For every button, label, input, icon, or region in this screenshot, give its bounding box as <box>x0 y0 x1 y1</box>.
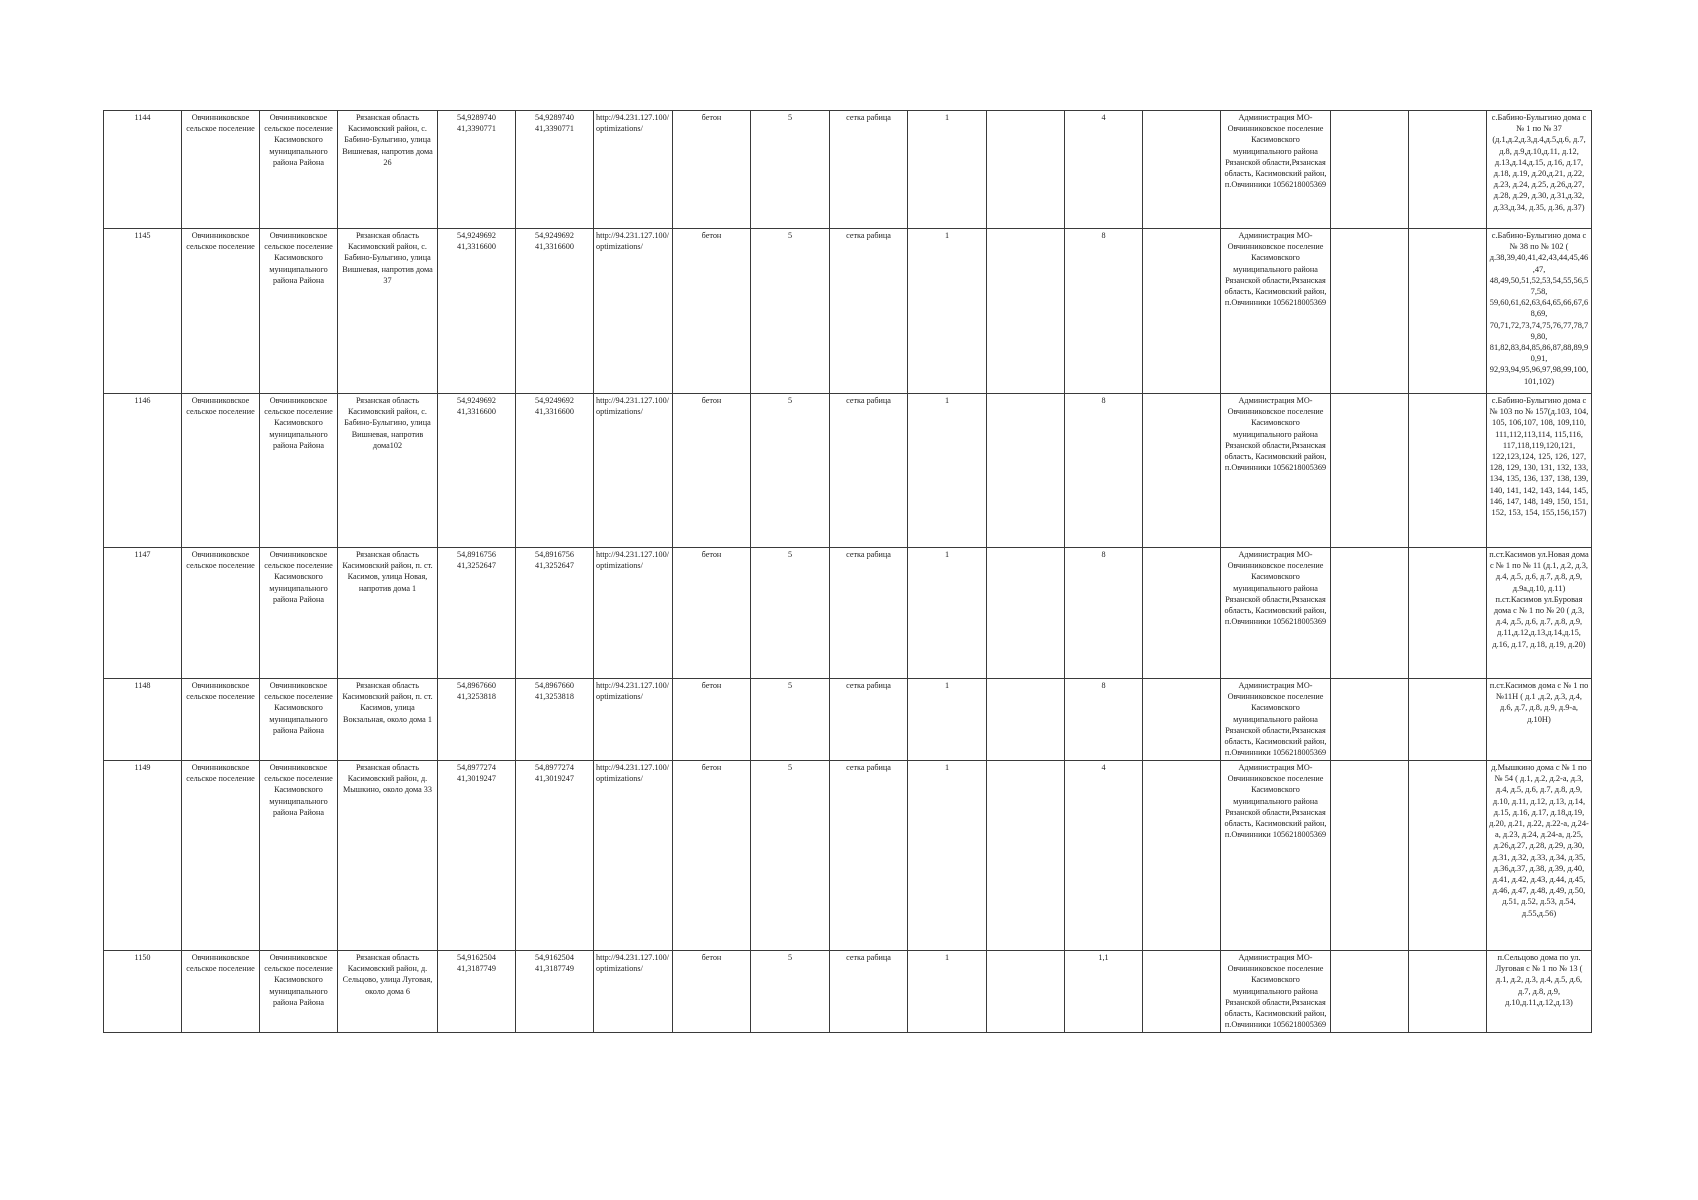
settlement-cell: Овчинниковское сельское поселение <box>182 761 260 951</box>
served-buildings-cell: п.Сельцово дома по ул. Луговая с № 1 по № 13 ( д.1, д.2, д.3, д.4, д.5, д.6, д.7, д.8, д.9, д.10,д.11,д.12,д.13) <box>1487 951 1592 1033</box>
coordinates-duplicate-cell: 54,8977274 41,3019247 <box>516 761 594 951</box>
address-cell: Рязанская область Касимовский район, п. ст. Касимов, улица Вокзальная, около дома 1 <box>338 679 438 761</box>
settlement-cell: Овчинниковское сельское поселение <box>182 951 260 1033</box>
empty-cell <box>1143 229 1221 394</box>
empty-cell <box>987 394 1065 548</box>
fence-cell: сетка рабица <box>830 548 908 679</box>
owner-cell: Овчинниковское сельское поселение Касимовского муниципального района Района <box>260 548 338 679</box>
coordinates-cell: 54,8977274 41,3019247 <box>438 761 516 951</box>
map-link-cell: http://94.231.127.100/optimizations/ <box>594 761 673 951</box>
empty-cell <box>1409 394 1487 548</box>
owner-cell: Овчинниковское сельское поселение Касимовского муниципального района Района <box>260 394 338 548</box>
address-cell: Рязанская область Касимовский район, д. Сельцово, улица Луговая, около дома 6 <box>338 951 438 1033</box>
address-cell: Рязанская область Касимовский район, с. Бабино-Булыгино, улица Вишневая, напротив дома102 <box>338 394 438 548</box>
operator-cell: Администрация МО-Овчинниковское поселение Касимовского муниципального района Рязанской области,Рязанская область, Касимовский район, п.Овчинники 1056218005369 <box>1221 548 1331 679</box>
served-buildings-cell: п.ст.Касимов дома с № 1 по №11Н ( д.1 ,д.2, д.3, д.4, д.6, д.7, д.8, д.9, д.9-а, д.10Н) <box>1487 679 1592 761</box>
empty-cell <box>1331 111 1409 229</box>
empty-cell <box>987 951 1065 1033</box>
empty-cell <box>1143 679 1221 761</box>
container-sites-table <box>103 110 1592 1033</box>
coordinates-cell: 54,9289740 41,3390771 <box>438 111 516 229</box>
empty-cell <box>987 761 1065 951</box>
settlement-cell: Овчинниковское сельское поселение <box>182 548 260 679</box>
empty-cell <box>1409 761 1487 951</box>
coordinates-duplicate-cell: 54,9289740 41,3390771 <box>516 111 594 229</box>
surface-cell: бетон <box>673 229 751 394</box>
empty-cell <box>1331 951 1409 1033</box>
map-link-cell: http://94.231.127.100/optimizations/ <box>594 951 673 1033</box>
site-number-cell: 1149 <box>104 761 182 951</box>
table-row <box>104 951 1592 1033</box>
empty-cell <box>987 679 1065 761</box>
area-cell: 5 <box>751 951 830 1033</box>
table-row <box>104 394 1592 548</box>
empty-cell <box>987 229 1065 394</box>
map-link-cell: http://94.231.127.100/optimizations/ <box>594 111 673 229</box>
empty-cell <box>1331 761 1409 951</box>
owner-cell: Овчинниковское сельское поселение Касимовского муниципального района Района <box>260 111 338 229</box>
site-number-cell: 1144 <box>104 111 182 229</box>
fence-cell: сетка рабица <box>830 111 908 229</box>
table-row <box>104 761 1592 951</box>
served-buildings-cell: п.ст.Касимов ул.Новая дома с № 1 по № 11 (д.1, д.2, д.3, д.4, д.5, д.6, д.7, д.8, д.9, д.9а,д.10, д.11) п.ст.Касимов ул.Буровая дома с № 1 по № 20 ( д.3, д.4, д.5, д.6, д.7, д.8, д.9, д.11,д.12,д.13,д.14,д.15, д.16, д.17, д.18, д.19, д.20) <box>1487 548 1592 679</box>
served-buildings-cell: с.Бабино-Булыгино дома с № 1 по № 37 (д.1,д.2,д.3,д.4,д.5,д.6, д.7, д.8, д.9,д.10,д.11, д.12, д.13,д.14,д.15, д.16, д.17, д.18, д.19, д.20,д.21, д.22, д.23, д.24, д.25, д.26,д.27, д.28, д.29, д.30, д.31,д.32, д.33,д.34, д.35, д.36, д.37) <box>1487 111 1592 229</box>
container-volume-cell: 1,1 <box>1065 951 1143 1033</box>
map-link-cell: http://94.231.127.100/optimizations/ <box>594 229 673 394</box>
container-volume-cell: 8 <box>1065 548 1143 679</box>
owner-cell: Овчинниковское сельское поселение Касимовского муниципального района Района <box>260 679 338 761</box>
address-cell: Рязанская область Касимовский район, с. Бабино-Булыгино, улица Вишневая, напротив дома 26 <box>338 111 438 229</box>
coordinates-cell: 54,9249692 41,3316600 <box>438 229 516 394</box>
container-volume-cell: 8 <box>1065 679 1143 761</box>
site-number-cell: 1150 <box>104 951 182 1033</box>
operator-cell: Администрация МО-Овчинниковское поселение Касимовского муниципального района Рязанской области,Рязанская область, Касимовский район, п.Овчинники 1056218005369 <box>1221 679 1331 761</box>
empty-cell <box>1143 761 1221 951</box>
area-cell: 5 <box>751 394 830 548</box>
coordinates-cell: 54,9249692 41,3316600 <box>438 394 516 548</box>
container-count-cell: 1 <box>908 229 987 394</box>
empty-cell <box>1409 548 1487 679</box>
operator-cell: Администрация МО-Овчинниковское поселение Касимовского муниципального района Рязанской области,Рязанская область, Касимовский район, п.Овчинники 1056218005369 <box>1221 761 1331 951</box>
area-cell: 5 <box>751 679 830 761</box>
site-number-cell: 1145 <box>104 229 182 394</box>
container-volume-cell: 4 <box>1065 111 1143 229</box>
surface-cell: бетон <box>673 679 751 761</box>
container-count-cell: 1 <box>908 761 987 951</box>
map-link-cell: http://94.231.127.100/optimizations/ <box>594 394 673 548</box>
served-buildings-cell: с.Бабино-Булыгино дома с № 38 по № 102 ( д.38,39,40,41,42,43,44,45,46,47, 48,49,50,51,52,53,54,55,56,57,58, 59,60,61,62,63,64,65,66,67,68,69, 70,71,72,73,74,75,76,77,78,79,80, 81,82,83,84,85,86,87,88,89,90,91, 92,93,94,95,96,97,98,99,100, 101,102) <box>1487 229 1592 394</box>
settlement-cell: Овчинниковское сельское поселение <box>182 679 260 761</box>
operator-cell: Администрация МО-Овчинниковское поселение Касимовского муниципального района Рязанской области,Рязанская область, Касимовский район, п.Овчинники 1056218005369 <box>1221 229 1331 394</box>
site-number-cell: 1148 <box>104 679 182 761</box>
empty-cell <box>1143 548 1221 679</box>
surface-cell: бетон <box>673 111 751 229</box>
container-count-cell: 1 <box>908 548 987 679</box>
surface-cell: бетон <box>673 548 751 679</box>
empty-cell <box>1331 548 1409 679</box>
fence-cell: сетка рабица <box>830 679 908 761</box>
coordinates-duplicate-cell: 54,9249692 41,3316600 <box>516 394 594 548</box>
empty-cell <box>1409 229 1487 394</box>
served-buildings-cell: д.Мышкино дома с № 1 по № 54 ( д.1, д.2, д.2-а, д.3, д.4, д.5, д.6, д.7, д.8, д.9, д.10, д.11, д.12, д.13, д.14, д.15, д.16, д.17, д.18,д.19, д.20, д.21, д.22, д.22-а, д.24-а, д.23, д.24, д.24-а, д.25, д.26,д.27, д.28, д.29, д.30, д.31, д.32, д.33, д.34, д.35, д.36,д.37, д.38, д.39, д.40, д.41, д.42, д.43, д.44, д.45, д.46, д.47, д.48, д.49, д.50, д.51, д.52, д.53, д.54, д.55,д.56) <box>1487 761 1592 951</box>
area-cell: 5 <box>751 548 830 679</box>
empty-cell <box>1143 951 1221 1033</box>
operator-cell: Администрация МО-Овчинниковское поселение Касимовского муниципального района Рязанской области,Рязанская область, Касимовский район, п.Овчинники 1056218005369 <box>1221 394 1331 548</box>
coordinates-cell: 54,8967660 41,3253818 <box>438 679 516 761</box>
owner-cell: Овчинниковское сельское поселение Касимовского муниципального района Района <box>260 761 338 951</box>
surface-cell: бетон <box>673 951 751 1033</box>
settlement-cell: Овчинниковское сельское поселение <box>182 229 260 394</box>
map-link-cell: http://94.231.127.100/optimizations/ <box>594 548 673 679</box>
coordinates-duplicate-cell: 54,8967660 41,3253818 <box>516 679 594 761</box>
owner-cell: Овчинниковское сельское поселение Касимовского муниципального района Района <box>260 229 338 394</box>
table-row <box>104 111 1592 229</box>
coordinates-duplicate-cell: 54,9249692 41,3316600 <box>516 229 594 394</box>
coordinates-cell: 54,8916756 41,3252647 <box>438 548 516 679</box>
area-cell: 5 <box>751 229 830 394</box>
owner-cell: Овчинниковское сельское поселение Касимовского муниципального района Района <box>260 951 338 1033</box>
address-cell: Рязанская область Касимовский район, с. Бабино-Булыгино, улица Вишневая, напротив дома 37 <box>338 229 438 394</box>
container-count-cell: 1 <box>908 679 987 761</box>
container-count-cell: 1 <box>908 111 987 229</box>
served-buildings-cell: с.Бабино-Булыгино дома с № 103 по № 157(д.103, 104, 105, 106,107, 108, 109,110, 111,112,113,114, 115,116, 117,118,119,120,121, 122,123,124, 125, 126, 127, 128, 129, 130, 131, 132, 133, 134, 135, 136, 137, 138, 139, 140, 141, 142, 143, 144, 145, 146, 147, 148, 149, 150, 151, 152, 153, 154, 155,156,157) <box>1487 394 1592 548</box>
site-number-cell: 1146 <box>104 394 182 548</box>
empty-cell <box>987 548 1065 679</box>
empty-cell <box>1331 394 1409 548</box>
empty-cell <box>1143 394 1221 548</box>
container-count-cell: 1 <box>908 394 987 548</box>
map-link-cell: http://94.231.127.100/optimizations/ <box>594 679 673 761</box>
table-row <box>104 229 1592 394</box>
coordinates-duplicate-cell: 54,8916756 41,3252647 <box>516 548 594 679</box>
table-row <box>104 548 1592 679</box>
fence-cell: сетка рабица <box>830 394 908 548</box>
operator-cell: Администрация МО-Овчинниковское поселение Касимовского муниципального района Рязанской области,Рязанская область, Касимовский район, п.Овчинники 1056218005369 <box>1221 111 1331 229</box>
settlement-cell: Овчинниковское сельское поселение <box>182 111 260 229</box>
address-cell: Рязанская область Касимовский район, п. ст. Касимов, улица Новая, напротив дома 1 <box>338 548 438 679</box>
empty-cell <box>1331 229 1409 394</box>
container-volume-cell: 8 <box>1065 394 1143 548</box>
surface-cell: бетон <box>673 761 751 951</box>
container-volume-cell: 4 <box>1065 761 1143 951</box>
empty-cell <box>1409 951 1487 1033</box>
container-count-cell: 1 <box>908 951 987 1033</box>
surface-cell: бетон <box>673 394 751 548</box>
operator-cell: Администрация МО-Овчинниковское поселение Касимовского муниципального района Рязанской области,Рязанская область, Касимовский район, п.Овчинники 1056218005369 <box>1221 951 1331 1033</box>
area-cell: 5 <box>751 761 830 951</box>
settlement-cell: Овчинниковское сельское поселение <box>182 394 260 548</box>
fence-cell: сетка рабица <box>830 229 908 394</box>
fence-cell: сетка рабица <box>830 761 908 951</box>
coordinates-duplicate-cell: 54,9162504 41,3187749 <box>516 951 594 1033</box>
fence-cell: сетка рабица <box>830 951 908 1033</box>
table-row <box>104 679 1592 761</box>
empty-cell <box>1409 679 1487 761</box>
address-cell: Рязанская область Касимовский район, д. Мышкино, около дома 33 <box>338 761 438 951</box>
coordinates-cell: 54,9162504 41,3187749 <box>438 951 516 1033</box>
empty-cell <box>1143 111 1221 229</box>
empty-cell <box>1331 679 1409 761</box>
site-number-cell: 1147 <box>104 548 182 679</box>
container-volume-cell: 8 <box>1065 229 1143 394</box>
empty-cell <box>1409 111 1487 229</box>
empty-cell <box>987 111 1065 229</box>
area-cell: 5 <box>751 111 830 229</box>
